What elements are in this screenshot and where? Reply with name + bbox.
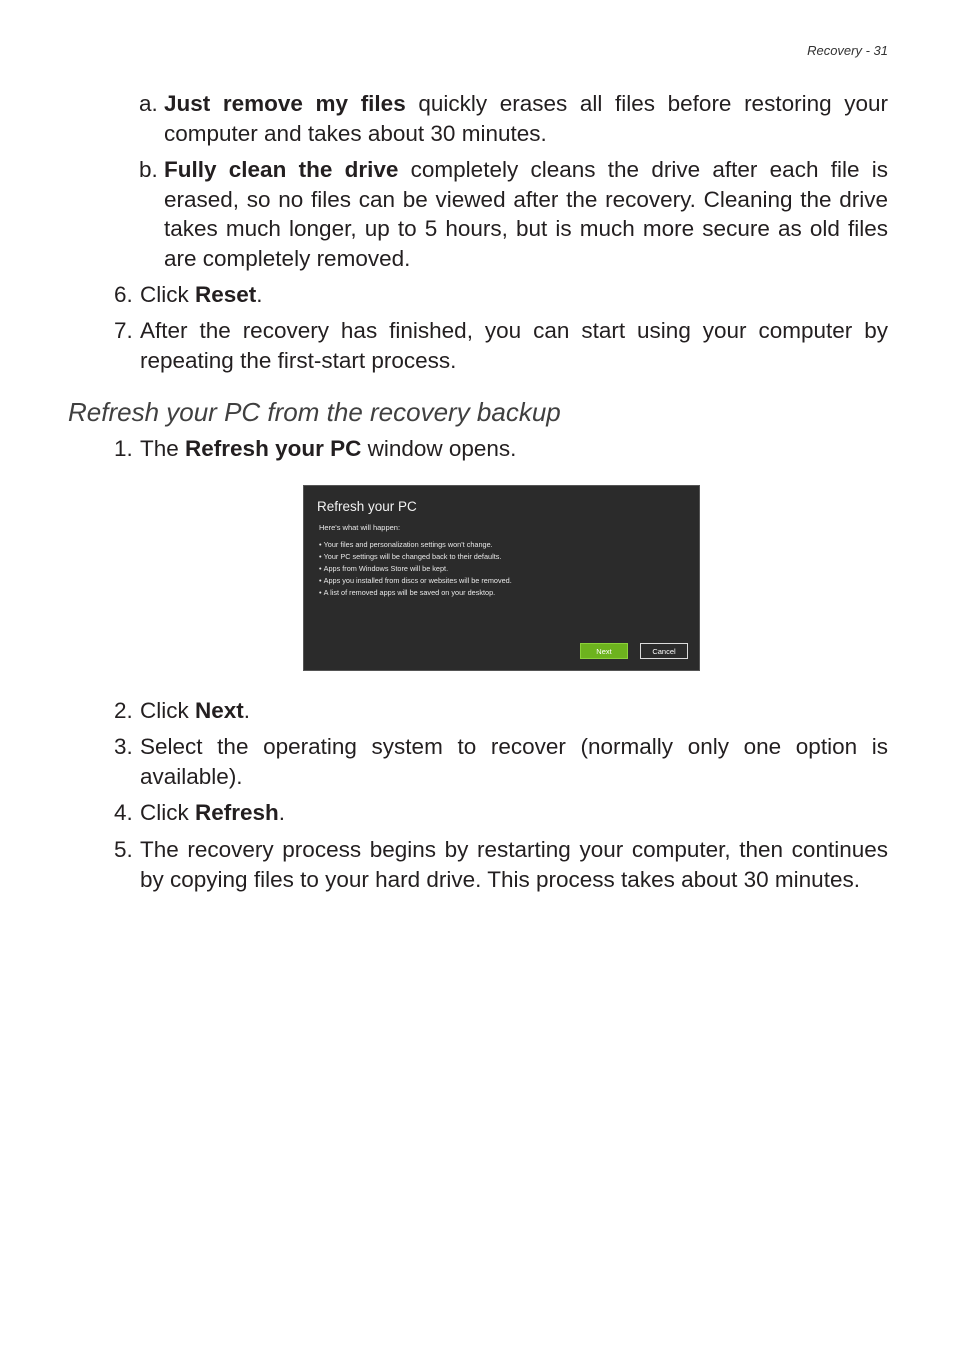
dialog-bullet: • Apps from Windows Store will be kept. [319,563,512,575]
step-7 [114,316,888,375]
step-6 [114,280,888,310]
dialog-subtitle: Here's what will happen: [319,523,401,532]
step-text-end: . [278,800,286,825]
step-keyword: Refresh your PC [185,436,362,461]
page-header: Recovery - 31 [807,43,888,58]
dialog-bullet: • Apps you installed from discs or websites will be removed. [319,575,512,587]
list-item-b [139,155,889,273]
next-button[interactable]: Next [580,643,628,659]
dialog-bullet-list [319,539,512,599]
cancel-button[interactable]: Cancel [640,643,688,659]
list-item-a [139,89,888,148]
step-4 [114,798,888,828]
dialog-bullet: • Your PC settings will be changed back to their defaults. [319,551,512,563]
refresh-pc-dialog-screenshot [303,485,700,671]
step-number: 4. [114,800,133,825]
option-description: completely cleans the drive after each file is erased, so no files can be viewed after the recovery. Cleaning the drive takes much longer, up to 5 hours, but is much more secure as old files are completely removed. [164,157,889,271]
dialog-bullet: • A list of removed apps will be saved on your desktop. [319,587,512,599]
option-name: Fully clean the drive [164,157,399,182]
step-number: 1. [114,436,133,461]
step-text: The recovery process begins by restarting your computer, then continues by copying files to your hard drive. This process takes about 30 minutes. [140,837,888,892]
step-number: 6. [114,282,133,307]
section-title: Refresh your PC from the recovery backup [68,397,561,427]
step-text: Click [140,698,195,723]
step-number: 2. [114,698,133,723]
step-text-end: . [256,282,263,307]
step-text-end: . [243,698,251,723]
dialog-bullet: • Your files and personalization settings won't change. [319,539,512,551]
step-5 [114,835,888,894]
option-name: Just remove my files [164,91,406,116]
step-number: 5. [114,837,133,862]
step-3 [114,732,888,791]
step-text: Click [140,282,195,307]
step-text: Click [140,800,195,825]
step-keyword: Refresh [195,800,279,825]
step-text: Select the operating system to recover (normally only one option is available). [140,734,888,789]
step-number: 3. [114,734,133,759]
step-1 [114,434,888,464]
step-number: 7. [114,318,133,343]
option-description: quickly erases all files before restoring your computer and takes about 30 minutes. [164,91,888,146]
list-marker: a. [139,91,158,116]
step-2 [114,696,888,726]
step-text: The [140,436,186,461]
step-keyword: Reset [195,282,257,307]
list-marker: b. [139,157,158,182]
step-text: After the recovery has finished, you can start using your computer by repeating the first-start process. [140,318,888,373]
step-keyword: Next [195,698,244,723]
dialog-title: Refresh your PC [317,499,417,514]
step-text-end: window opens. [361,436,517,461]
